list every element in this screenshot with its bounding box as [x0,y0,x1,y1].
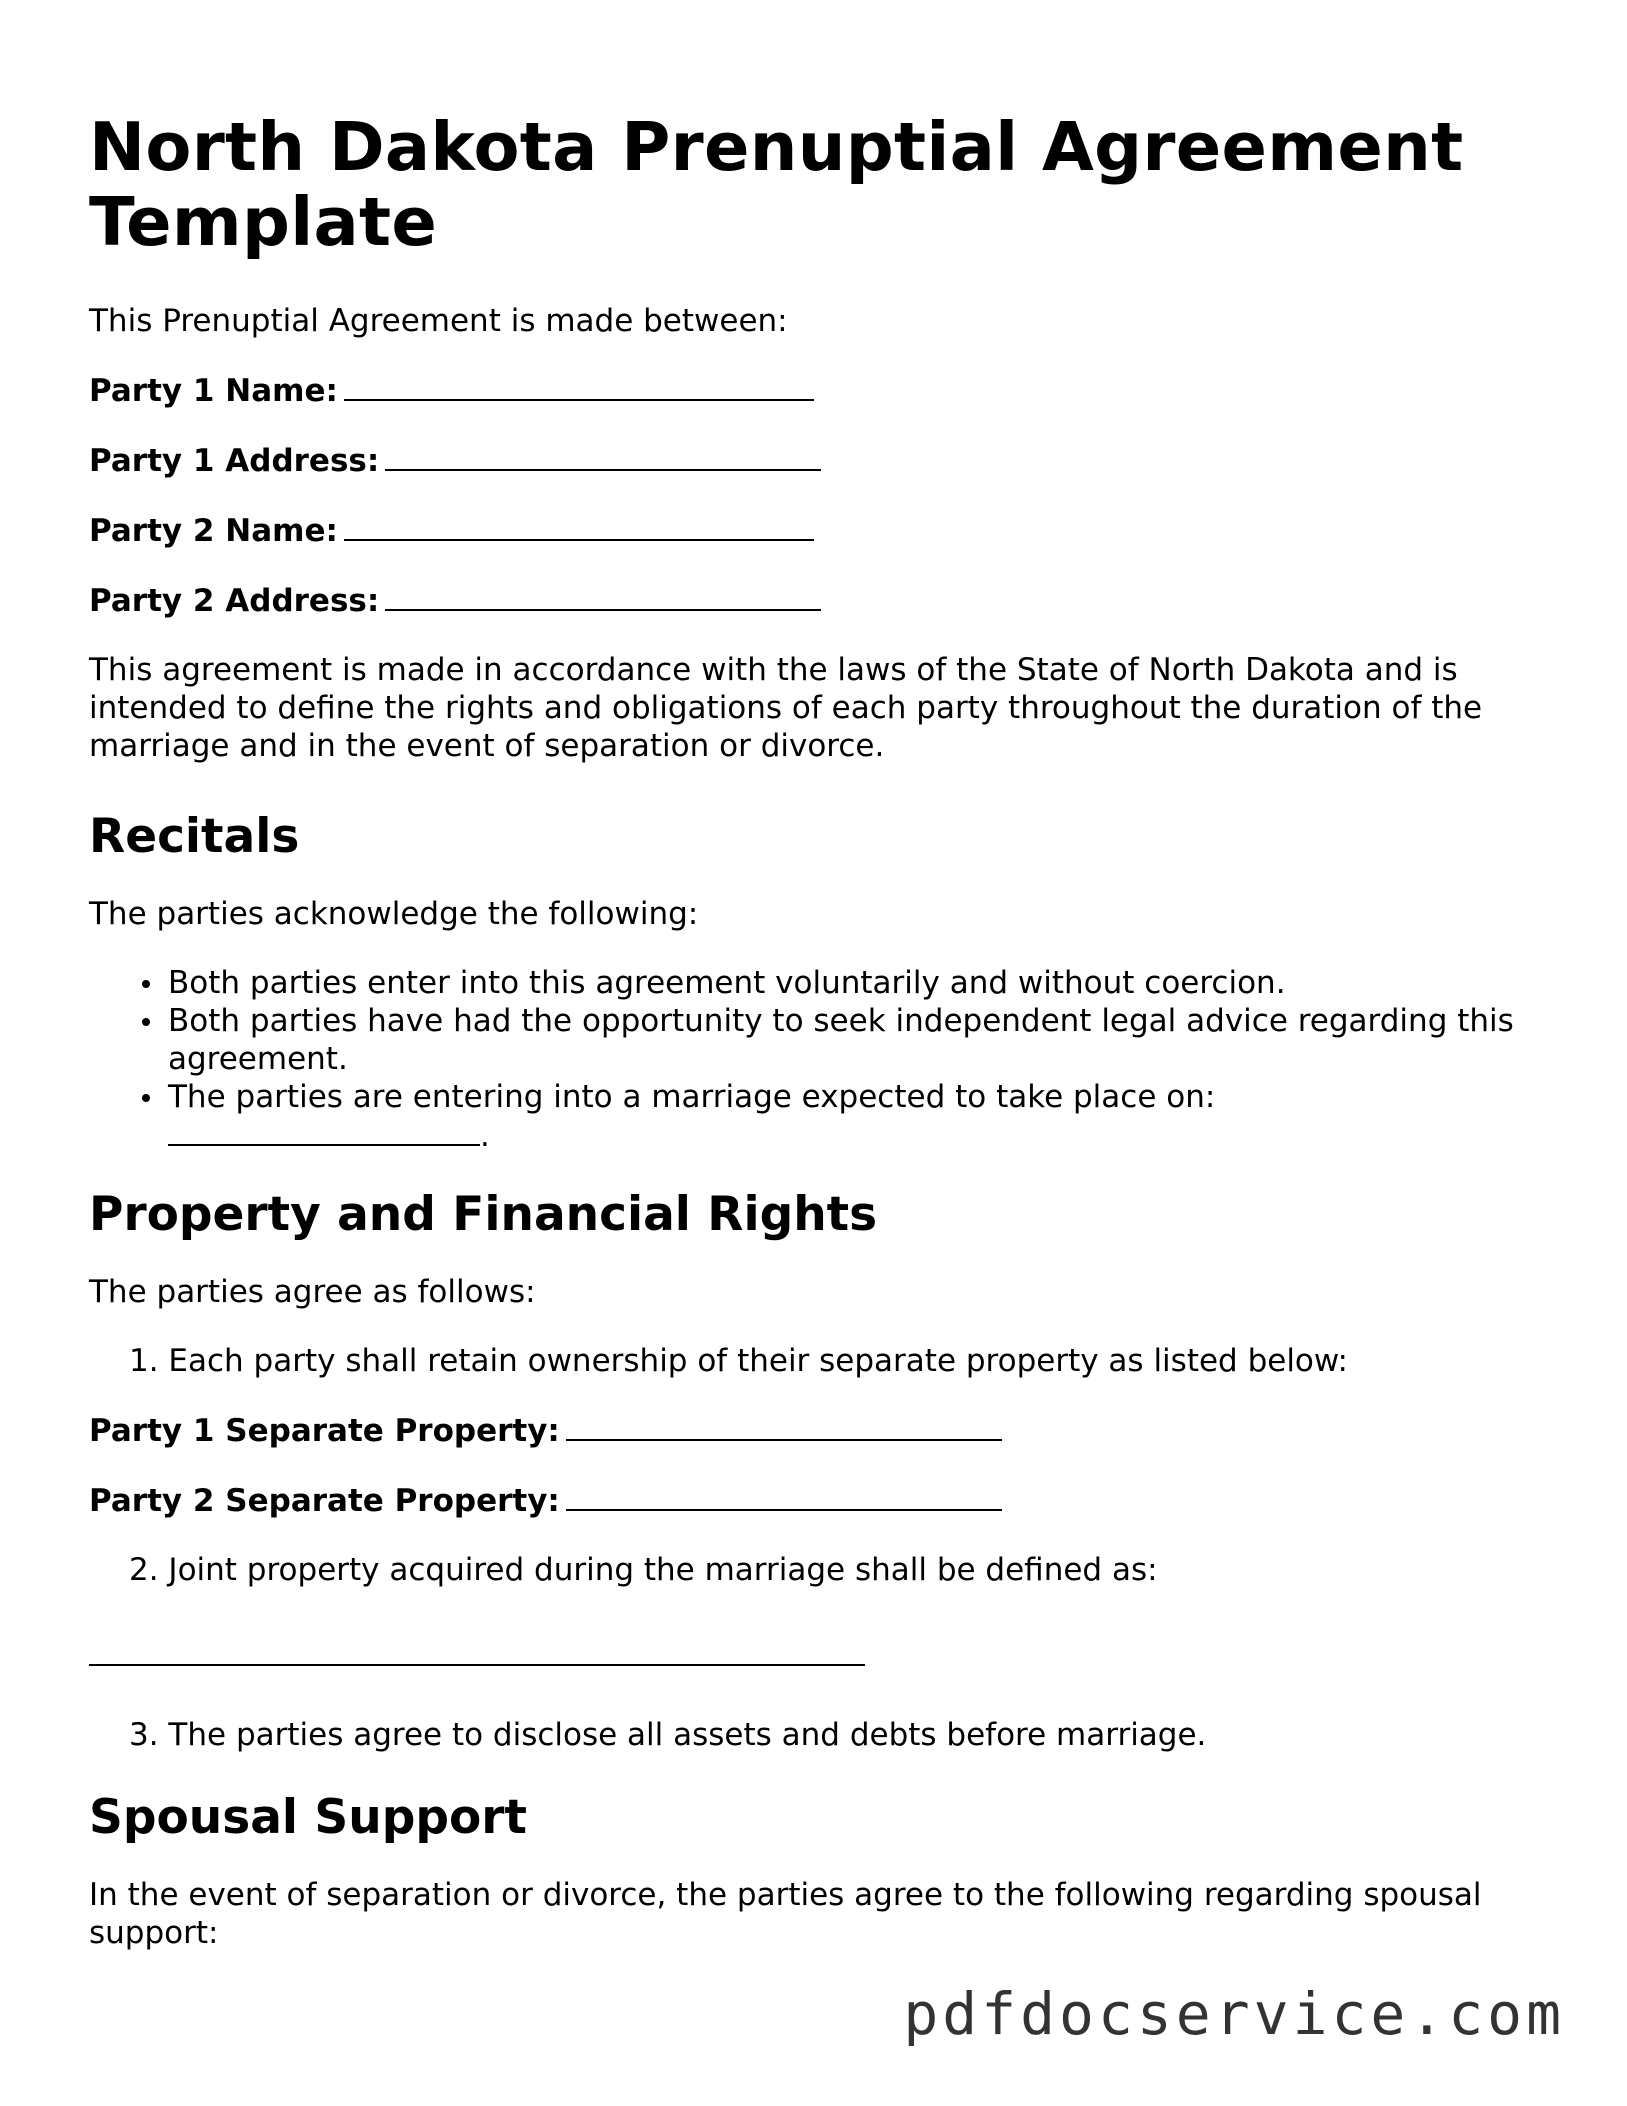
spousal-support-heading: Spousal Support [89,1790,527,1845]
party2-name-label: Party 2 Name: [89,513,338,549]
document-title: North Dakota Prenuptial Agreement Template [89,108,1464,261]
list-item: Both parties have had the opportunity to seek independent legal advice regarding this agreement. [168,1002,1549,1078]
party1-address-label: Party 1 Address: [89,443,380,479]
party1-address-blank[interactable] [385,441,821,471]
party2-name-blank[interactable] [344,511,814,541]
party1-name-label: Party 1 Name: [89,373,338,409]
party2-separate-property-label: Party 2 Separate Property: [89,1483,560,1519]
party1-name-field [89,371,1549,410]
party2-name-field [89,511,1549,550]
watermark: pdfdocservice.com [903,1980,1565,2048]
spousal-support-text: In the event of separation or divorce, the parties agree to the following regarding spousal support: [89,1877,1482,1951]
recitals-intro: The parties acknowledge the following: [89,896,699,932]
recitals-heading: Recitals [89,809,300,864]
marriage-date-blank[interactable] [168,1116,480,1146]
party2-address-field [89,581,1549,620]
party1-address-field [89,441,1549,480]
recitals-list [89,964,1549,1155]
list-item: The parties are entering into a marriage expected to take place on: . [168,1078,1549,1155]
property-item-1: 1. Each party shall retain ownership of their separate property as listed below: [129,1343,1349,1379]
joint-property-blank[interactable] [89,1664,865,1666]
party2-separate-property-field [89,1481,1549,1520]
party1-name-blank[interactable] [344,371,814,401]
party2-separate-property-blank[interactable] [566,1481,1002,1511]
agreement-text: This agreement is made in accordance with the laws of the State of North Dakota and is intended to define the rights and obligations of each party throughout the duration of the marriage and in the event of separation or divorce. [89,652,1483,764]
party2-address-label: Party 2 Address: [89,583,380,619]
document-page [89,110,1549,1983]
list-item: Both parties enter into this agreement voluntarily and without coercion. [168,964,1549,1002]
party1-separate-property-label: Party 1 Separate Property: [89,1413,560,1449]
property-heading: Property and Financial Rights [89,1187,878,1242]
property-item-3: 3. The parties agree to disclose all assets and debts before marriage. [129,1717,1207,1753]
intro-text: This Prenuptial Agreement is made between: [89,303,788,339]
party1-separate-property-field [89,1411,1549,1450]
property-item-2: 2. Joint property acquired during the marriage shall be defined as: [129,1552,1158,1588]
property-intro: The parties agree as follows: [89,1274,536,1310]
party2-address-blank[interactable] [385,581,821,611]
party1-separate-property-blank[interactable] [566,1411,1002,1441]
